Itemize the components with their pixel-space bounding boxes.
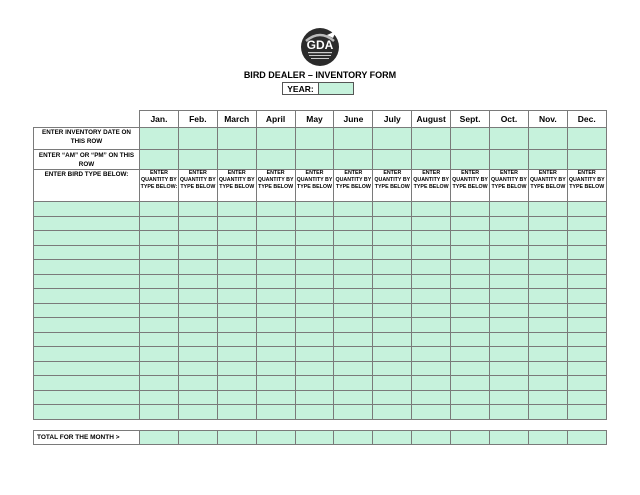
quantity-cell[interactable] [334,376,373,391]
quantity-cell[interactable] [217,245,256,260]
am-pm-cell[interactable] [256,150,295,170]
month-total-cell[interactable] [256,431,295,445]
quantity-cell[interactable] [334,274,373,289]
quantity-instruction: ENTER QUANTITY BY TYPE BELOW [528,170,567,202]
am-pm-cell[interactable] [178,150,217,170]
entry-row [34,405,607,420]
inventory-date-label: ENTER INVENTORY DATE ON THIS ROW [34,128,140,150]
quantity-instruction: ENTER QUANTITY BY TYPE BELOW: [140,170,179,202]
quantity-cell[interactable] [217,303,256,318]
quantity-cell[interactable] [295,318,334,333]
entry-row [34,318,607,333]
quantity-cell[interactable] [528,347,567,362]
quantity-cell[interactable] [217,318,256,333]
quantity-cell[interactable] [451,260,490,275]
quantity-cell[interactable] [412,216,451,231]
quantity-cell[interactable] [528,361,567,376]
am-pm-cell[interactable] [295,150,334,170]
form-title: BIRD DEALER – INVENTORY FORM [243,70,397,80]
quantity-cell[interactable] [256,274,295,289]
quantity-cell[interactable] [490,260,529,275]
am-pm-cell[interactable] [451,150,490,170]
quantity-cell[interactable] [567,216,606,231]
quantity-cell[interactable] [178,332,217,347]
quantity-cell[interactable] [334,332,373,347]
quantity-cell[interactable] [567,274,606,289]
quantity-cell[interactable] [334,231,373,246]
quantity-cell[interactable] [490,332,529,347]
quantity-cell[interactable] [140,390,179,405]
quantity-cell[interactable] [295,245,334,260]
quantity-cell[interactable] [528,216,567,231]
month-header: Dec. [567,111,606,128]
quantity-instruction: ENTER QUANTITY BY TYPE BELOW [295,170,334,202]
quantity-cell[interactable] [412,274,451,289]
entry-row [34,303,607,318]
quantity-cell[interactable] [217,274,256,289]
quantity-cell[interactable] [256,289,295,304]
quantity-cell[interactable] [490,231,529,246]
quantity-cell[interactable] [373,376,412,391]
quantity-cell[interactable] [217,390,256,405]
am-pm-cell[interactable] [217,150,256,170]
quantity-cell[interactable] [256,405,295,420]
quantity-cell[interactable] [256,216,295,231]
quantity-cell[interactable] [178,231,217,246]
quantity-cell[interactable] [295,289,334,304]
quantity-cell[interactable] [140,318,179,333]
quantity-cell[interactable] [256,231,295,246]
quantity-cell[interactable] [528,405,567,420]
quantity-cell[interactable] [256,361,295,376]
quantity-instruction: ENTER QUANTITY BY TYPE BELOW [412,170,451,202]
quantity-cell[interactable] [412,231,451,246]
entry-row [34,245,607,260]
quantity-cell[interactable] [140,332,179,347]
quantity-cell[interactable] [256,376,295,391]
month-header: Jan. [140,111,179,128]
quantity-cell[interactable] [178,405,217,420]
quantity-instruction: ENTER QUANTITY BY TYPE BELOW [490,170,529,202]
quantity-cell[interactable] [490,376,529,391]
month-total-cell[interactable] [567,431,606,445]
quantity-cell[interactable] [567,347,606,362]
quantity-cell[interactable] [295,202,334,217]
quantity-cell[interactable] [451,361,490,376]
month-header: Oct. [490,111,529,128]
quantity-cell[interactable] [334,347,373,362]
quantity-cell[interactable] [567,376,606,391]
bird-type-cell[interactable] [34,274,140,289]
quantity-cell[interactable] [412,347,451,362]
entry-row [34,347,607,362]
am-pm-label: ENTER “AM” OR “PM” ON THIS ROW [34,150,140,170]
inventory-date-cell[interactable] [490,128,529,150]
inventory-date-cell[interactable] [256,128,295,150]
quantity-cell[interactable] [140,376,179,391]
am-pm-cell[interactable] [140,150,179,170]
bird-type-cell[interactable] [34,245,140,260]
quantity-cell[interactable] [490,347,529,362]
inventory-date-cell[interactable] [217,128,256,150]
bird-type-cell[interactable] [34,332,140,347]
quantity-cell[interactable] [451,347,490,362]
quantity-cell[interactable] [528,202,567,217]
quantity-cell[interactable] [412,289,451,304]
quantity-cell[interactable] [217,289,256,304]
quantity-instruction: ENTER QUANTITY BY TYPE BELOW [334,170,373,202]
quantity-cell[interactable] [217,260,256,275]
quantity-cell[interactable] [451,274,490,289]
quantity-cell[interactable] [256,303,295,318]
quantity-instruction: ENTER QUANTITY BY TYPE BELOW [451,170,490,202]
quantity-cell[interactable] [451,332,490,347]
quantity-cell[interactable] [334,289,373,304]
quantity-cell[interactable] [373,245,412,260]
quantity-cell[interactable] [178,216,217,231]
month-total-cell[interactable] [140,431,179,445]
quantity-cell[interactable] [567,303,606,318]
year-field-group [282,82,354,95]
quantity-cell[interactable] [178,376,217,391]
quantity-cell[interactable] [140,202,179,217]
month-header: April [256,111,295,128]
quantity-cell[interactable] [373,202,412,217]
entry-row [34,231,607,246]
month-total-cell[interactable] [451,431,490,445]
bird-type-cell[interactable] [34,231,140,246]
month-header: Feb. [178,111,217,128]
quantity-cell[interactable] [373,289,412,304]
quantity-cell[interactable] [334,318,373,333]
gda-logo [300,27,340,67]
month-header: June [334,111,373,128]
quantity-cell[interactable] [528,274,567,289]
year-label: YEAR: [282,82,318,95]
quantity-cell[interactable] [528,245,567,260]
bird-type-cell[interactable] [34,303,140,318]
quantity-cell[interactable] [334,202,373,217]
bird-type-cell[interactable] [34,347,140,362]
bird-type-cell[interactable] [34,405,140,420]
quantity-cell[interactable] [140,289,179,304]
quantity-cell[interactable] [373,303,412,318]
quantity-cell[interactable] [295,231,334,246]
quantity-cell[interactable] [178,245,217,260]
inventory-date-cell[interactable] [567,128,606,150]
corner-blank [34,111,140,128]
quantity-cell[interactable] [567,260,606,275]
quantity-instruction: ENTER QUANTITY BY TYPE BELOW [567,170,606,202]
quantity-cell[interactable] [451,303,490,318]
quantity-cell[interactable] [334,245,373,260]
bird-type-cell[interactable] [34,289,140,304]
quantity-cell[interactable] [528,390,567,405]
quantity-cell[interactable] [295,390,334,405]
quantity-cell[interactable] [256,318,295,333]
quantity-cell[interactable] [373,260,412,275]
quantity-cell[interactable] [140,347,179,362]
am-pm-cell[interactable] [567,150,606,170]
month-total-cell[interactable] [528,431,567,445]
inventory-date-cell[interactable] [451,128,490,150]
quantity-cell[interactable] [140,303,179,318]
quantity-cell[interactable] [373,347,412,362]
quantity-cell[interactable] [567,332,606,347]
quantity-cell[interactable] [334,260,373,275]
quantity-cell[interactable] [217,332,256,347]
am-pm-cell[interactable] [334,150,373,170]
quantity-cell[interactable] [140,216,179,231]
am-pm-cell[interactable] [373,150,412,170]
quantity-cell[interactable] [567,202,606,217]
bird-type-cell[interactable] [34,390,140,405]
quantity-instruction: ENTER QUANTITY BY TYPE BELOW [373,170,412,202]
quantity-cell[interactable] [412,376,451,391]
bird-type-label: ENTER BIRD TYPE BELOW: [34,170,140,202]
month-total-cell[interactable] [334,431,373,445]
quantity-cell[interactable] [140,245,179,260]
quantity-cell[interactable] [295,274,334,289]
bird-type-cell[interactable] [34,202,140,217]
quantity-cell[interactable] [178,361,217,376]
inventory-date-cell[interactable] [334,128,373,150]
quantity-cell[interactable] [140,231,179,246]
quantity-cell[interactable] [490,390,529,405]
quantity-cell[interactable] [451,390,490,405]
inventory-date-cell[interactable] [140,128,179,150]
am-pm-cell[interactable] [490,150,529,170]
quantity-cell[interactable] [490,216,529,231]
quantity-instruction: ENTER QUANTITY BY TYPE BELOW [256,170,295,202]
quantity-cell[interactable] [178,274,217,289]
quantity-cell[interactable] [140,274,179,289]
quantity-cell[interactable] [217,231,256,246]
quantity-cell[interactable] [256,390,295,405]
quantity-cell[interactable] [490,318,529,333]
bird-type-cell[interactable] [34,376,140,391]
entry-row [34,390,607,405]
quantity-cell[interactable] [567,289,606,304]
bird-type-cell[interactable] [34,216,140,231]
quantity-cell[interactable] [334,405,373,420]
quantity-cell[interactable] [567,390,606,405]
quantity-cell[interactable] [373,274,412,289]
quantity-cell[interactable] [412,332,451,347]
quantity-cell[interactable] [451,202,490,217]
quantity-cell[interactable] [178,303,217,318]
month-header: Nov. [528,111,567,128]
inventory-grid [33,110,607,420]
quantity-cell[interactable] [528,332,567,347]
quantity-cell[interactable] [528,260,567,275]
inventory-date-cell[interactable] [295,128,334,150]
quantity-cell[interactable] [373,405,412,420]
quantity-cell[interactable] [334,390,373,405]
entry-row [34,274,607,289]
inventory-date-cell[interactable] [373,128,412,150]
year-input[interactable] [318,82,354,95]
quantity-cell[interactable] [412,390,451,405]
am-pm-cell[interactable] [528,150,567,170]
entry-row [34,289,607,304]
quantity-cell[interactable] [528,318,567,333]
month-total-cell[interactable] [412,431,451,445]
quantity-cell[interactable] [217,376,256,391]
quantity-cell[interactable] [256,260,295,275]
month-header: August [412,111,451,128]
quantity-cell[interactable] [217,361,256,376]
entry-row [34,361,607,376]
quantity-cell[interactable] [528,303,567,318]
entry-row [34,260,607,275]
quantity-cell[interactable] [490,361,529,376]
quantity-cell[interactable] [334,216,373,231]
quantity-cell[interactable] [490,202,529,217]
quantity-cell[interactable] [256,245,295,260]
quantity-cell[interactable] [295,405,334,420]
quantity-cell[interactable] [140,260,179,275]
quantity-cell[interactable] [451,245,490,260]
quantity-cell[interactable] [178,390,217,405]
quantity-instruction: ENTER QUANTITY BY TYPE BELOW [178,170,217,202]
quantity-cell[interactable] [217,405,256,420]
month-total-cell[interactable] [217,431,256,445]
quantity-cell[interactable] [334,361,373,376]
quantity-cell[interactable] [528,376,567,391]
quantity-cell[interactable] [412,245,451,260]
quantity-cell[interactable] [490,303,529,318]
quantity-cell[interactable] [140,361,179,376]
quantity-cell[interactable] [412,361,451,376]
quantity-cell[interactable] [178,347,217,362]
month-total-cell[interactable] [295,431,334,445]
quantity-cell[interactable] [451,216,490,231]
month-total-cell[interactable] [490,431,529,445]
entry-row [34,376,607,391]
quantity-cell[interactable] [567,318,606,333]
quantity-cell[interactable] [178,318,217,333]
quantity-cell[interactable] [412,202,451,217]
quantity-cell[interactable] [295,303,334,318]
quantity-cell[interactable] [490,289,529,304]
quantity-cell[interactable] [295,361,334,376]
quantity-cell[interactable] [528,289,567,304]
quantity-cell[interactable] [295,260,334,275]
quantity-cell[interactable] [567,231,606,246]
quantity-cell[interactable] [412,405,451,420]
month-header: July [373,111,412,128]
inventory-date-cell[interactable] [528,128,567,150]
bird-type-cell[interactable] [34,361,140,376]
quantity-cell[interactable] [451,376,490,391]
quantity-cell[interactable] [217,216,256,231]
quantity-cell[interactable] [178,260,217,275]
quantity-cell[interactable] [373,361,412,376]
quantity-cell[interactable] [256,347,295,362]
quantity-cell[interactable] [295,332,334,347]
quantity-cell[interactable] [256,332,295,347]
quantity-cell[interactable] [567,405,606,420]
quantity-cell[interactable] [256,202,295,217]
quantity-cell[interactable] [373,332,412,347]
quantity-cell[interactable] [412,260,451,275]
quantity-cell[interactable] [490,274,529,289]
quantity-cell[interactable] [217,347,256,362]
inventory-date-cell[interactable] [412,128,451,150]
quantity-cell[interactable] [178,202,217,217]
entry-row [34,202,607,217]
quantity-cell[interactable] [451,289,490,304]
svg-text:GDA: GDA [306,38,334,52]
quantity-cell[interactable] [373,390,412,405]
month-header: Sept. [451,111,490,128]
entry-row [34,332,607,347]
quantity-cell[interactable] [567,361,606,376]
month-total-cell[interactable] [373,431,412,445]
month-total-cell[interactable] [178,431,217,445]
quantity-cell[interactable] [528,231,567,246]
inventory-date-cell[interactable] [178,128,217,150]
quantity-cell[interactable] [295,216,334,231]
quantity-cell[interactable] [334,303,373,318]
entry-row [34,216,607,231]
quantity-instruction: ENTER QUANTITY BY TYPE BELOW [217,170,256,202]
quantity-cell[interactable] [295,347,334,362]
quantity-cell[interactable] [490,245,529,260]
quantity-cell[interactable] [412,318,451,333]
total-label: TOTAL FOR THE MONTH > [34,431,140,445]
quantity-cell[interactable] [412,303,451,318]
bird-type-cell[interactable] [34,260,140,275]
bird-type-cell[interactable] [34,318,140,333]
quantity-cell[interactable] [373,318,412,333]
quantity-cell[interactable] [217,202,256,217]
total-table [33,430,607,445]
quantity-cell[interactable] [567,245,606,260]
quantity-cell[interactable] [490,405,529,420]
am-pm-cell[interactable] [412,150,451,170]
quantity-cell[interactable] [140,405,179,420]
quantity-cell[interactable] [178,289,217,304]
quantity-cell[interactable] [451,405,490,420]
quantity-cell[interactable] [373,231,412,246]
quantity-cell[interactable] [373,216,412,231]
quantity-cell[interactable] [295,376,334,391]
quantity-cell[interactable] [451,231,490,246]
month-header: May [295,111,334,128]
month-header: March [217,111,256,128]
quantity-cell[interactable] [451,318,490,333]
